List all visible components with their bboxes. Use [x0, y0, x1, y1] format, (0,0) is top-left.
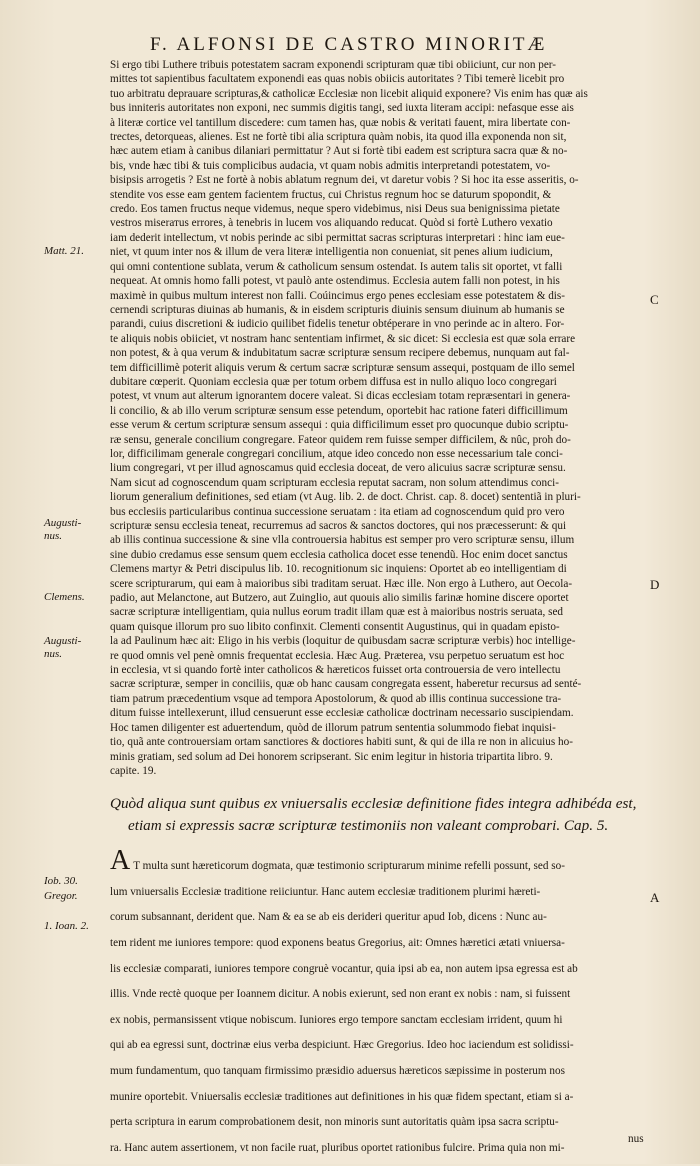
text-line: dubitare cœperit. Quoniam ecclesia quæ per totum orbem diffusa est in nullo aliquo loco congregari	[110, 375, 557, 388]
text-line: in ecclesia, vt si quando fortè inter catholicos & hæreticos fuisset orta controuersia de vero intellectu	[110, 664, 561, 677]
text-line: bisipsis arrogetis ? Est ne fortè à nobis ablatum regnum dei, vt daretur vobis ? Si hoc ita esse asseritis, o-	[110, 174, 579, 187]
text-line: cernendi scripturas diuinas ab humanis, & in eisdem scripturis diuinis sensum diuinum ab humanis se	[110, 303, 565, 316]
text-line: Si ergo tibi Luthere tribuis potestatem sacram exponendi scripturam quæ tibi obiiciunt, cur non per-	[110, 59, 557, 71]
text-line: qui omni contentione sublata, verum & catholicum sensum ostendat. Is autem talis sit oportet, vt falli	[110, 260, 563, 273]
text-line: nequeat. At omnis homo falli potest, vt paulò ante ostendimus. Ecclesia autem falli non potest, in his	[110, 275, 560, 288]
text-line: te aliquis nobis obiiciet, vt nostram hanc sententiam infirmet, & sic dicet: Si ecclesia est quæ sola errare	[110, 332, 576, 345]
text-line: capite. 19.	[110, 764, 157, 777]
text-line: niet, vt quum inter nos & illum de vera literæ intelligentia non conueniat, sit penes alium iudicium,	[110, 246, 553, 259]
text-line: T multa sunt hæreticorum dogmata, quæ testimonio scripturarum minime refelli possunt, sed so-	[133, 860, 565, 873]
chapter-heading-line-1: Quòd aliqua sunt quibus ex vniuersalis ecclesiæ definitione fides integra adhibéda est,	[110, 795, 637, 812]
text-line: lis ecclesiæ comparati, iuniores tempore congruè vocantur, quia ipsi ab ea, non autem ipsa egressa est ab	[110, 962, 578, 975]
text-line: tuo arbitratu deprauare scripturas,& catholicæ Ecclesiæ non licebit aliquid exponere? Vis enim has quæ ais	[110, 87, 588, 100]
text-line: à literæ cortice vel tantillum discedere: cum tamen has, quæ nobis & veritati fauent, mira libertate con-	[110, 116, 571, 129]
text-line: qui ab ea egressi sunt, doctrinæ eius verba despiciunt. Hæc Gregorius. Ideo hoc iaciendum est solidissi-	[110, 1039, 574, 1052]
text-line: padio, aut Melanctone, aut Butzero, aut Zuinglio, aut quouis alio similis farinæ homine discere oportet	[110, 592, 569, 605]
text-line: mum fundamentum, quo tanquam firmissimo præsidio aduersus hæreticos sæpissime in posterum nos	[110, 1064, 565, 1077]
text-line: lium congregari, vt per illud agnoscamus quid ecclesia doceat, de vero alicuius sacræ scripturæ sensu.	[110, 462, 566, 475]
text-line: hæc autem etiam à canibus dilaniari permittatur ? Aut si fortè tibi eadem est scriptura sacra quæ & no-	[110, 145, 568, 158]
text-line: minis gratiam, sed solum ad Dei honorem scripserant. Sic enim legitur in historia tripartita libro. 9.	[110, 750, 553, 763]
text-line: Clemens martyr & Petri discipulus lib. 10. recognitionum sic inquiens: Oportet ab eo intelligentiam di	[110, 563, 567, 576]
text-line: bus ecclesiis particularibus continua successione seruatam : ita etiam ad cognoscendum quid pro vero	[110, 505, 565, 518]
text-line: perta scriptura in earum comprobationem desit, non minoris sunt autoritatis quàm ipsa sacra scriptu-	[110, 1116, 559, 1129]
running-head: F. ALFONSI DE CASTRO MINORITÆ	[150, 34, 548, 55]
margin-note-job: Iob. 30.	[44, 875, 78, 887]
text-line: ræ sensu, generale concilium congregare. Fateor quidem rem fuisse semper difficilem, & nûc, proh do-	[110, 433, 571, 446]
text-line: non potest, & à qua verum & indubitatum sacræ scripturæ sensum recipere debemus, nunquam aut fal-	[110, 347, 570, 360]
text-line: iam dederit intellectum, vt nobis perinde ac sibi permittat sacras scripturas interpretari : hinc iam eue-	[110, 231, 565, 244]
text-line: parandi, cuius discretioni & iudicio quilibet fidelis tenetur obtéperare in vno perinde ac in altero. For-	[110, 318, 565, 331]
text-line: stendite vos esse eam gentem facientem fructus, cui Christus regnum hoc se daturum spopondit, &	[110, 188, 552, 201]
text-line: lor, difficilimam generale congregari concilium, atque ideo concedo non esse necessarium tale conci-	[110, 447, 563, 460]
text-line: Nam sicut ad cognoscendum quam scripturam ecclesia reputat sacram, non solum attendimus conci-	[110, 476, 559, 489]
text-line: bus inniteris autoritates non exponi, nec summis digitis tangi, sed iuxta literam accipi: nefasque esse ais	[110, 102, 574, 115]
catchword: nus	[628, 1133, 644, 1145]
margin-letter-d: D	[650, 577, 660, 592]
main-text-block	[110, 58, 650, 778]
margin-note-augustinus-1: Augusti- nus.	[44, 517, 82, 542]
text-line: tio, quã ante controuersiam ortam sanctiores & doctiores habiti sunt, & qui de illa re non in alicuius ho-	[110, 736, 573, 749]
margin-note-matt: Matt. 21.	[44, 245, 85, 257]
text-line: sacræ scripturæ, semper in conciliis, quæ ob hanc causam congregata essent, haberetur recursus ad senté-	[110, 678, 582, 691]
text-line: li concilio, & ab illo verum scripturæ sensum esse petendum, oportebit hac ratione fateri difficillimum	[110, 404, 568, 417]
margin-note-clemens: Clemens.	[44, 591, 85, 603]
text-line: mittes tot sapientibus facultatem exponendi eas quas nobis obiicis autoritates ? Tibi temerè licebit pro	[110, 73, 565, 86]
text-line: la ad Paulinum hæc ait: Eligo in his verbis (loquitur de quibusdam sacræ scripturæ verbis) hoc intellige-	[110, 635, 576, 648]
text-line: re quod omnis vel penè omnis frequentat ecclesia. Hæc Aug. Præterea, vsu perpetuo seruatum est hoc	[110, 649, 565, 662]
margin-note-gregor: Gregor.	[44, 890, 78, 902]
chapter-text-block	[110, 845, 655, 1166]
text-line: bis, vnde hæc tibi & tuis complicibus audacia, vt quam nobis admitis interpretandi potestatem, vo-	[110, 159, 551, 172]
text-line: ditum fuisse intellexerunt, illud censuerunt esse ecclesiæ catholicæ doctrinam necessario suscipiendam.	[110, 707, 574, 720]
drop-cap: A	[110, 845, 131, 876]
text-line: ab illis continua successione & sine vlla controuersia habitus est semper pro vero scripturæ sensu, illum	[110, 534, 575, 547]
margin-note-ioan: 1. Ioan. 2.	[44, 920, 89, 932]
text-line: corum subsannant, derident que. Nam & ea se ab eis derideri queritur apud Iob, dicens : Nunc au-	[110, 911, 547, 924]
chapter-heading	[110, 793, 655, 837]
text-line: liorum generalium definitiones, sed etiam (vt Aug. lib. 2. de doct. Christ. cap. 8. docet) sententiã in pluri-	[110, 491, 581, 504]
text-line: illis. Vnde rectè quoque per Ioannem dicitur. A nobis exierunt, sed non erant ex nobis : nam, si fuissent	[110, 988, 571, 1001]
text-line: lum vniuersalis Ecclesiæ traditione reiiciuntur. Hanc autem ecclesiæ traditionem plurimi hæreti-	[110, 885, 541, 898]
text-line: esse verum & certum scripturæ sensum assequi : quia difficilimum esset pro quocunque dubio scriptu-	[110, 419, 569, 432]
chapter-heading-line-2: etiam si expressis sacræ scripturæ testimoniis non valeant comprobari. Cap. 5.	[128, 817, 609, 834]
text-line: ra. Hanc autem assertionem, vt non facile ruat, pluribus oportet rationibus fulcire. Prima quia non mi-	[110, 1141, 565, 1154]
text-line: potest, vt vnum aut alterum ignorantem docere valeat. Si dicas ecclesiam totam repræsentari in genera-	[110, 390, 571, 403]
text-line: vestros miserатus errores, à tenebris in lucem vos aliquando reducat. Quòd si fortè Luthero vexatio	[110, 217, 553, 230]
text-line: scripturæ sensu ecclesia teneat, recurremus ad sacros & sanctos doctores, qui nos præcesserunt: & qui	[110, 520, 567, 532]
text-line: Hoc tamen diligenter est aduertendum, quòd de illorum patrum sententia solummodo fiebat inquisi-	[110, 721, 556, 734]
text-line: munire oportebit. Vniuersalis ecclesiæ traditiones aut definitiones in his quæ fidem spectant, etiam si a-	[110, 1090, 574, 1103]
text-line: ex nobis, permansissent vtique nobiscum. Iuniores ergo tempore sanctam ecclesiam irrident, quum hi	[110, 1013, 563, 1026]
text-line: credo. Eos tamen fructus neque videmus, neque spero videbimus, nisi Deus sua benignissima pietate	[110, 203, 560, 216]
text-line: maximè in quibus multum interest non falli. Coúincimus ergo penes ecclesiam esse potestatem & dis-	[110, 289, 565, 302]
text-line: sine dubio credamus esse sensum quem ecclesia catholica docet esse tenendũ. Hoc enim docet sanctus	[110, 548, 568, 561]
text-line: tem rident me iuniores tempore: quod exponens beatus Gregorius, ait: Omnes hæretici ætati vniuersa-	[110, 936, 565, 949]
text-line: tem difficillimè poterit aliquis verum & certum sacræ scripturæ sensum assequi, postquam de illo semel	[110, 361, 575, 374]
margin-letter-a: A	[650, 890, 660, 905]
margin-letter-c: C	[650, 292, 659, 307]
text-line: trectes, detorqueas, alienes. Est ne fortè tibi alia scriptura quàm nobis, ita quod illa exponenda non sit,	[110, 131, 567, 144]
margin-note-augustinus-2: Augusti- nus.	[44, 635, 82, 660]
text-line: tiam patrum præcedentium vsque ad tempora Apostolorum, & quod ab illis continua successione tra-	[110, 692, 562, 705]
text-line: scere scripturarum, qui eam à maioribus sibi traditam seruat. Hæc ille. Non ergo à Luthero, aut Oecola-	[110, 577, 573, 590]
text-line: quam quisque illorum pro suo libito confinxit. Clementi consentit Augustinus, qui in quadam episto-	[110, 620, 560, 633]
text-line: sacræ scripturæ intelligentiam, quia nullus eorum tradit illam quæ est à maioribus nostris seruata, sed	[110, 606, 564, 619]
